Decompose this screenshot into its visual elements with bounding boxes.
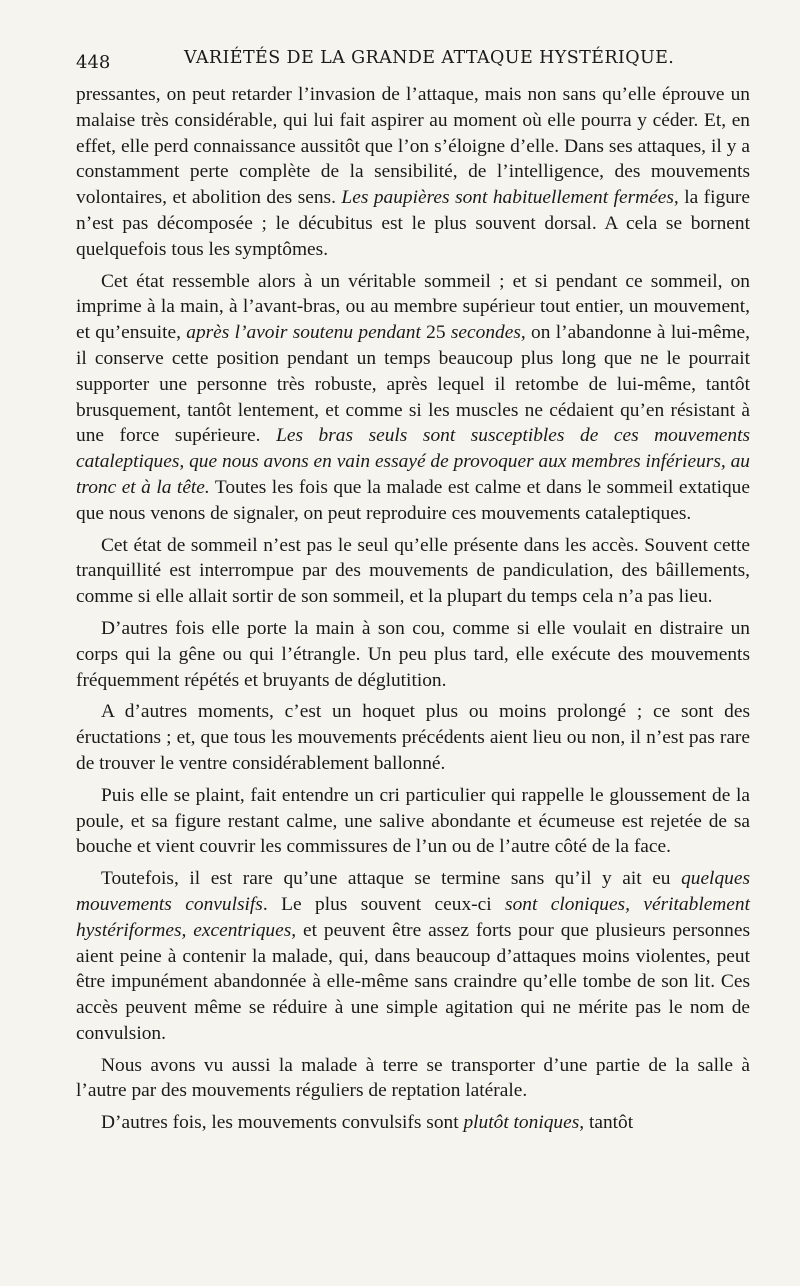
paragraph-2: Cet état ressemble alors à un véritable sommeil ; et si pendant ce sommeil, on imprime à la main, à l’avant-bras, ou au membre supérieur tout entier, un mouvement, et qu’ensuite, après l’avoir soutenu pendant 25 secondes, on l’abandonne à lui-même, il conserve cette position pendant un temps beaucoup plus long que ne le pourrait supporter une personne très robuste, après lequel il retombe de lui-même, tantôt brusquement, tantôt lentement, et comme si les muscles ne cédaient qu’en résistant à une force supérieure. Les bras seuls sont susceptibles de ces mouvements cataleptiques, que nous avons en vain essayé de provoquer aux membres inférieurs, au tronc et à la tête. Toutes les fois que la malade est calme et dans le sommeil extatique que nous venons de signaler, on peut reproduire ces mouvements cataleptiques. — [76, 270, 750, 524]
paragraph-6: Puis elle se plaint, fait entendre un cri particulier qui rappelle le gloussement de la poule, et sa figure restant calme, une salive abondante et écumeuse est rejetée de sa bouche et vient couvrir les commissures de l’un ou de l’autre côté de la face. — [76, 784, 750, 858]
paragraph-3: Cet état de sommeil n’est pas le seul qu’elle présente dans les accès. Souvent cette tranquillité est interrompue par des mouvements de pandiculation, des bâillements, comme si elle allait sortir de son sommeil, et la plupart du temps cela n’a pas lieu. — [76, 534, 750, 608]
body-text — [76, 82, 750, 1136]
running-title: VARIÉTÉS DE LA GRANDE ATTAQUE HYSTÉRIQUE. — [184, 48, 675, 68]
paragraph-8: Nous avons vu aussi la malade à terre se transporter d’une partie de la salle à l’autre par des mouvements réguliers de reptation latérale. — [76, 1054, 750, 1102]
paragraph-1: pressantes, on peut retarder l’invasion de l’attaque, mais non sans qu’elle éprouve un malaise très considérable, qui lui fait aspirer au moment où elle pourra y céder. Et, en effet, elle perd connaissance aussitôt que l’on s’éloigne d’elle. Dans ses attaques, il y a constamment perte complète de la sensibilité, de l’intelligence, des mouvements volontaires, et abolition des sens. Les paupières sont habituellement fermées, la figure n’est pas décomposée ; le décubitus est le plus souvent dorsal. A cela se bornent quelquefois tous les symptômes. — [76, 84, 750, 260]
paragraph-4: D’autres fois elle porte la main à son cou, comme si elle voulait en distraire un corps qui la gêne ou qui l’étrangle. Un peu plus tard, elle exécute des mouvements fréquemment répétés et bruyants de déglutition. — [76, 617, 750, 691]
page-number: 448 — [76, 52, 111, 73]
paragraph-5: A d’autres moments, c’est un hoquet plus ou moins prolongé ; ce sont des éructations ; et, que tous les mouvements précédents aient lieu ou non, il n’est pas rare de trouver le ventre considérablement ballonné. — [76, 701, 750, 774]
paragraph-9: D’autres fois, les mouvements convulsifs sont plutôt toniques, tantôt — [101, 1112, 634, 1134]
paragraph-7: Toutefois, il est rare qu’une attaque se termine sans qu’il y ait eu quelques mouvements convulsifs. Le plus souvent ceux-ci sont cloniques, véritablement hystériformes, excentriques, et peuvent être assez forts pour que plusieurs personnes aient peine à contenir la malade, qui, dans beaucoup d’attaques moins violentes, peut être impunément abandonnée à elle-même sans craindre qu’elle tombe de son lit. Ces accès peuvent même se réduire à une simple agitation qui ne mérite pas le nom de convulsion. — [76, 868, 750, 1044]
page-header — [76, 44, 756, 74]
